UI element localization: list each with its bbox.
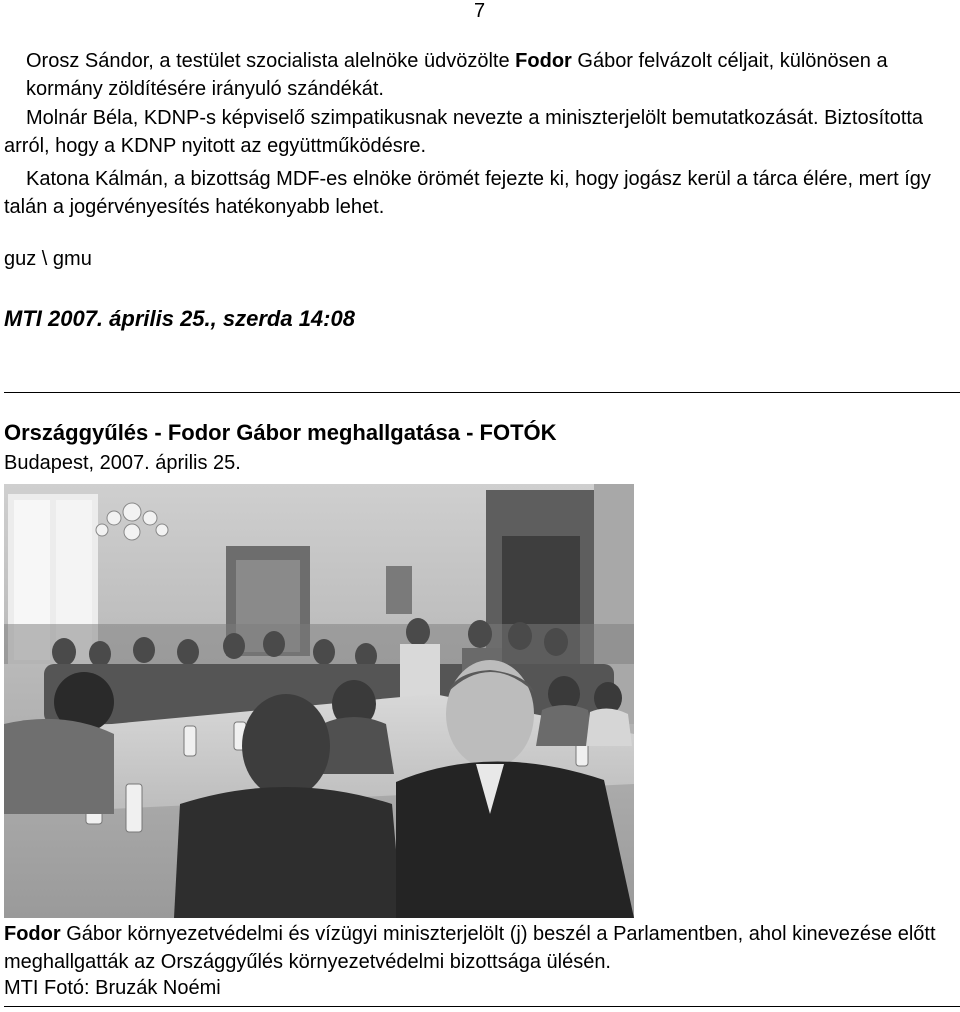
article-title: Országgyűlés - Fodor Gábor meghallgatása - FOTÓK [4, 420, 557, 445]
speaker-fodor [446, 660, 534, 768]
seated-person-center [242, 694, 330, 798]
photo-caption [4, 920, 960, 976]
caption-bold-name: Fodor [4, 923, 61, 945]
paragraph-text: Orosz Sándor, a testület szocialista alelnöke üdvözölte [26, 50, 516, 72]
bold-name: Fodor [515, 50, 572, 72]
page-number: 7 [474, 0, 486, 22]
paragraph-orosz [26, 47, 954, 103]
caption-text: Gábor környezetvédelmi és vízügyi miniszterjelölt (j) beszél a Parlamentben, ahol kinevezése előtt meghallgatták az Országgyűlés környezetvédelmi bizottsága ülésén. [4, 923, 936, 973]
author-signature: guz \ gmu [4, 248, 92, 270]
paragraph-molnar: Molnár Béla, KDNP-s képviselő szimpatikusnak nevezte a miniszterjelölt bemutatkozását. Biztosította arról, hogy a KDNP nyitott az együttműködésre. [4, 107, 924, 157]
photo-credit: MTI Fotó: Bruzák Noémi [4, 977, 221, 999]
wall-frame [386, 566, 412, 614]
paragraph-katona: Katona Kálmán, a bizottság MDF-es elnöke örömét fejezte ki, hogy jogász kerül a tárca élére, mert így talán a jogérvényesítés hatékonyabb lehet. [4, 168, 931, 218]
paragraph-text: Gábor felvázolt céljait, különösen a kormány zöldítésére irányuló szándékát. [26, 50, 888, 100]
divider-line [4, 392, 960, 393]
dateline: MTI 2007. április 25., szerda 14:08 [4, 306, 355, 331]
divider-line [4, 1006, 960, 1007]
article-location-date: Budapest, 2007. április 25. [4, 452, 241, 474]
meeting-photo [4, 484, 634, 918]
